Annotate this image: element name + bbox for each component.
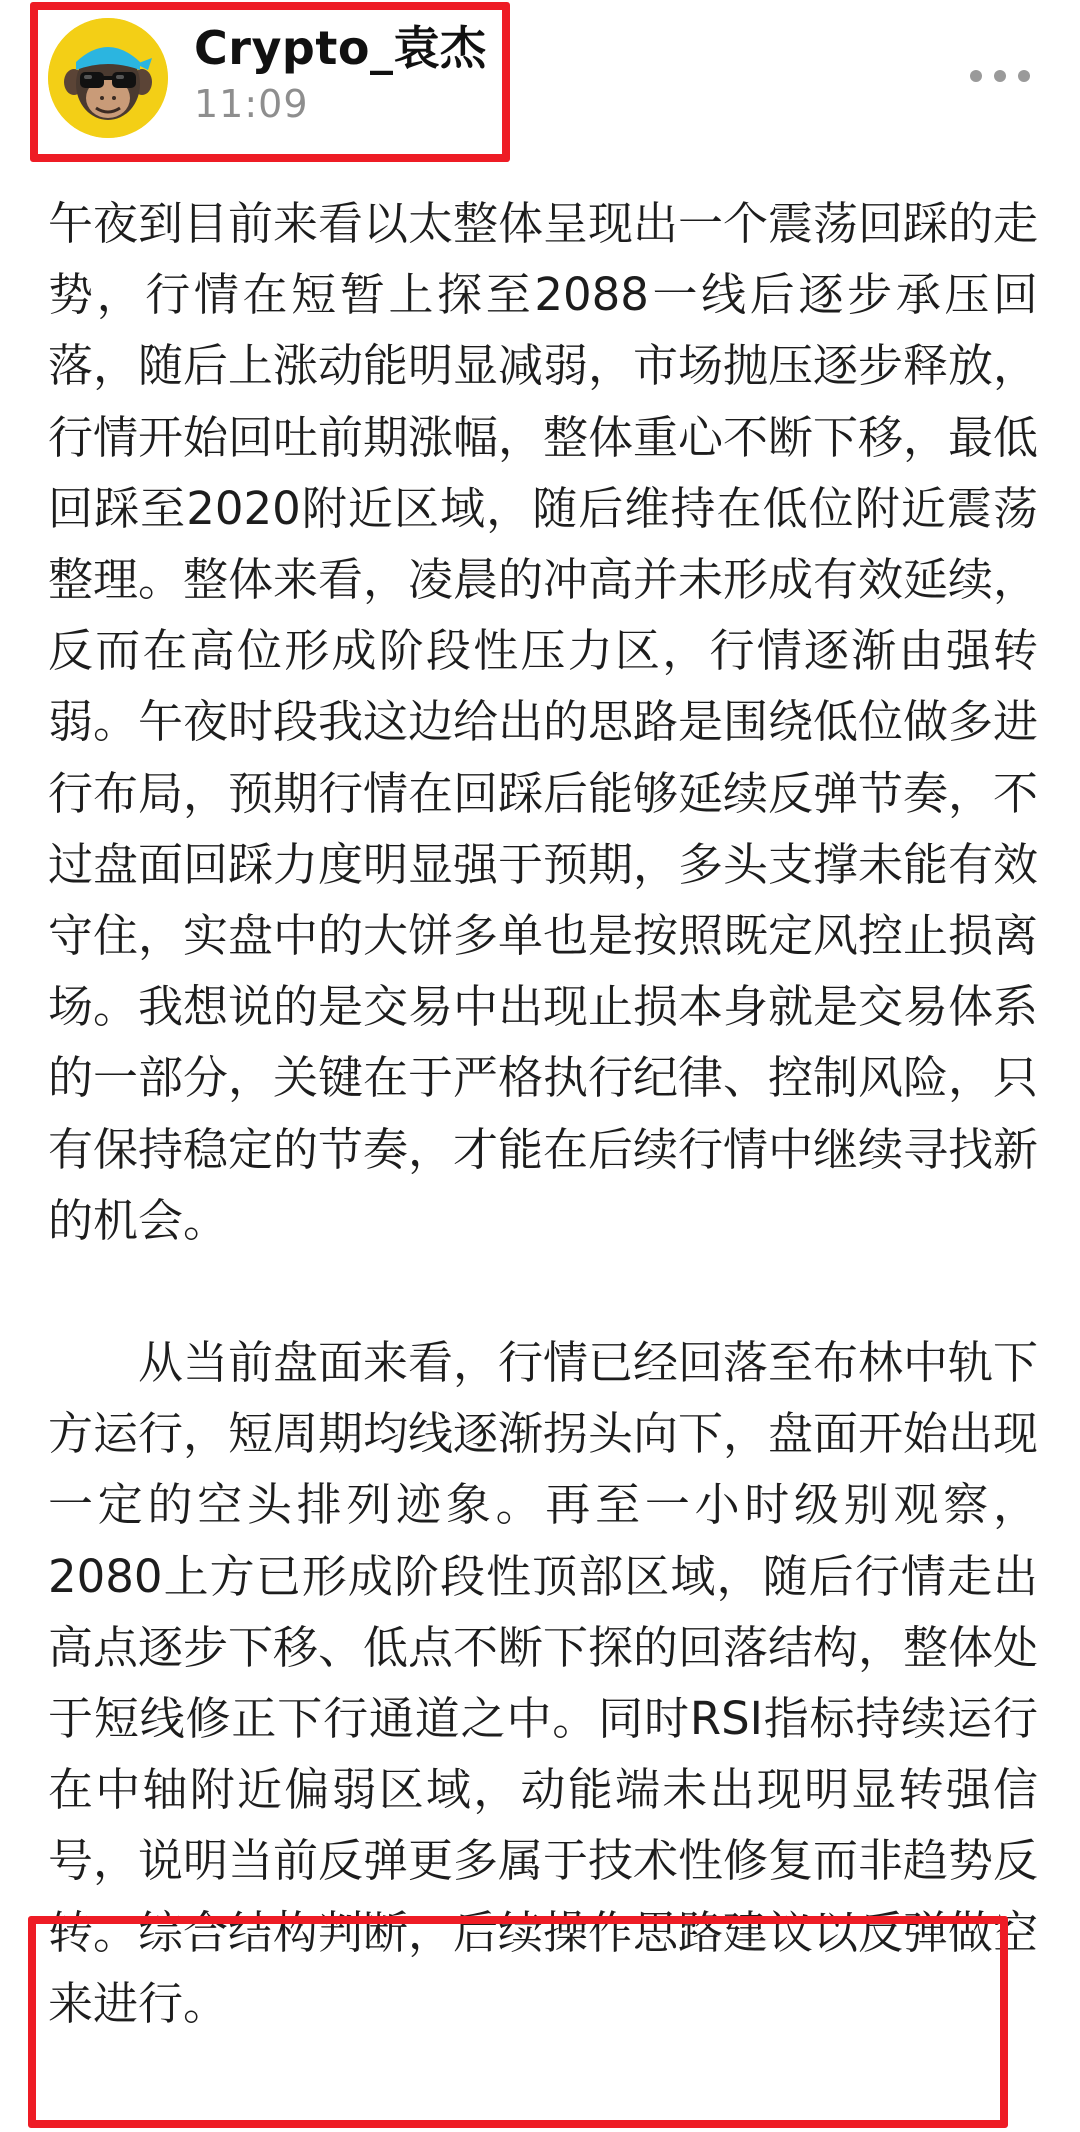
- paragraph-spacer: [48, 1256, 1038, 1327]
- more-dots-icon: [1018, 70, 1030, 82]
- more-options-button[interactable]: [966, 56, 1036, 96]
- post-paragraph-2: 从当前盘面来看，行情已经回落至布林中轨下方运行，短周期均线逐渐拐头向下，盘面开始出现一定的空头排列迹象。再至一小时级别观察，2080上方已形成阶段性顶部区域，随后行情走出高点逐步下移、低点不断下探的回落结构，整体处于短线修正下行通道之中。同时RSI指标持续运行在中轴附近偏弱区域，动能端未出现明显转强信号，说明当前反弹更多属于技术性修复而非趋势反转。综合结构判断，后续操作思路建议以反弹做空来进行。: [48, 1336, 1039, 2030]
- conclusion-highlight-box: [28, 1916, 1008, 2128]
- username[interactable]: Crypto_袁杰: [194, 21, 487, 75]
- post-paragraph-1: 午夜到目前来看以太整体呈现出一个震荡回踩的走势，行情在短暂上探至2088一线后逐步承压回落，随后上涨动能明显减弱，市场抛压逐步释放，行情开始回吐前期涨幅，整体重心不断下移，最低回踩至2020附近区域，随后维持在低位附近震荡整理。整体来看，凌晨的冲高并未形成有效延续，反而在高位形成阶段性压力区，行情逐渐由强转弱。午夜时段我这边给出的思路是围绕低位做多进行布局，预期行情在回踩后能够延续反弹节奏，不过盘面回踩力度明显强于预期，多头支撑未能有效守住，实盘中的大饼多单也是按照既定风控止损离场。我想说的是交易中出现止损本身就是交易体系的一部分，关键在于严格执行纪律、控制风险，只有保持稳定的节奏，才能在后续行情中继续寻找新的机会。: [48, 197, 1039, 1247]
- post-time: 11:09: [194, 82, 309, 126]
- header-highlight-box: [30, 2, 510, 162]
- more-dots-icon: [994, 70, 1006, 82]
- more-dots-icon: [970, 70, 982, 82]
- post-body: [48, 188, 1038, 2039]
- post-header: [0, 0, 1080, 170]
